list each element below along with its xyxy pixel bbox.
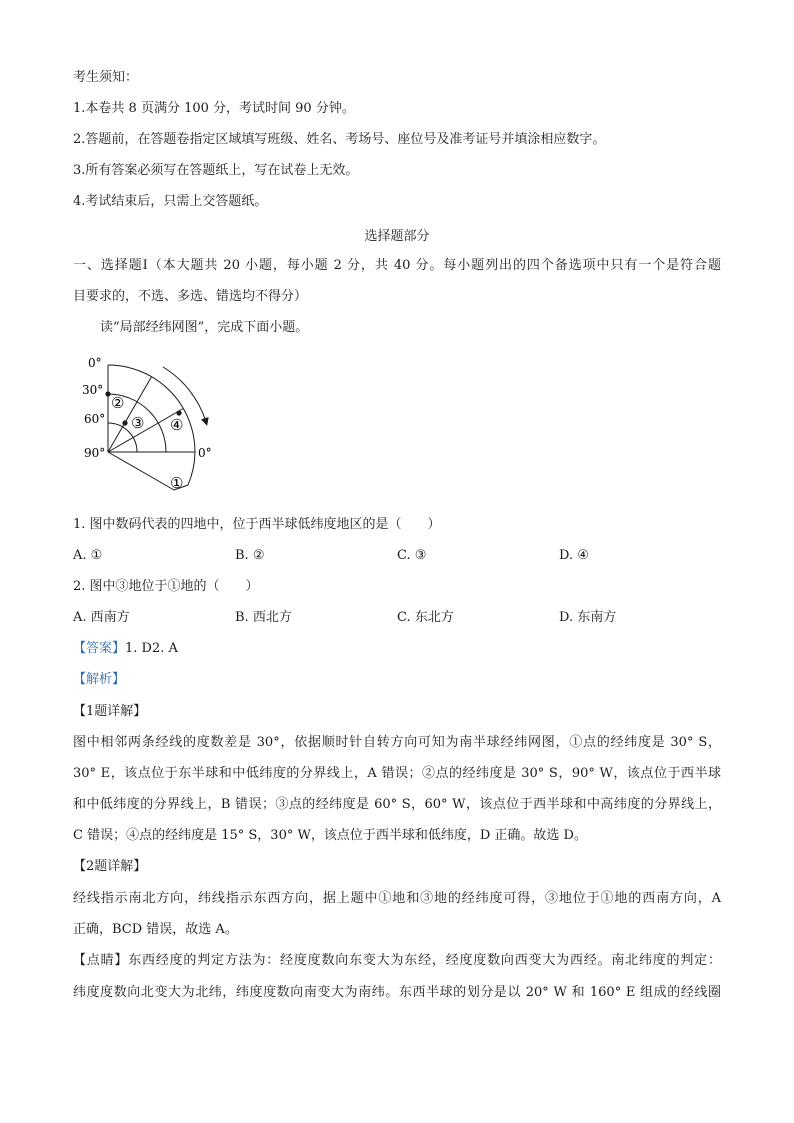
question-1-stem: 1. 图中数码代表的四地中，位于西半球低纬度地区的是（ ） — [73, 517, 441, 532]
lat-label-60: 60° — [84, 412, 106, 426]
detail1-tag: 【1题详解】 — [73, 704, 147, 719]
tip-line-2: 纬度度数向北变大为北纬，纬度度数向南变大为南纬。东西半球的划分是以 20° W 和 160° E 组成的经线圈 — [73, 985, 721, 1000]
rotation-arrow — [163, 367, 206, 422]
point-label-3: ③ — [131, 414, 145, 432]
outer-arc-extension — [188, 452, 195, 485]
point-dot-4 — [176, 410, 181, 415]
tip-text-1: 东西经度的判定方法为：经度度数向东变大为东经，经度度数向西变大为西经。南北纬度的判定： — [128, 953, 721, 968]
answer-text: 1. D2. A — [125, 641, 178, 656]
point-dot-2 — [105, 391, 110, 396]
lat-label-0: 0° — [88, 356, 102, 370]
tip-tag: 【点睛】 — [73, 953, 129, 968]
analysis-tag: 【解析】 — [73, 672, 126, 687]
detail1-line-1: 图中相邻两条经线的度数差是 30°，依据顺时针自转方向可知为南半球经纬网图，①点的经纬度是 30° S， — [73, 735, 721, 750]
point-label-1: ① — [170, 474, 184, 492]
detail1-line-4: C 错误；④点的经纬度是 15° S，30° W，该点位于西半球和低纬度，D 正确。故选 D。 — [73, 828, 587, 843]
graticule-figure — [80, 350, 220, 500]
point-label-4: ④ — [170, 416, 184, 434]
q2-option-d: D. 东南方 — [559, 610, 617, 625]
q1-option-d: D. ④ — [559, 548, 589, 563]
notice-item-1: 1.本卷共 8 页满分 100 分，考试时间 90 分钟。 — [73, 101, 355, 116]
detail2-line-2: 正确，BCD 错误，故选 A。 — [73, 922, 238, 937]
q1-option-b: B. ② — [235, 548, 265, 563]
q2-option-b: B. 西北方 — [235, 610, 292, 625]
section-title: 选择题部分 — [364, 229, 430, 244]
question-2-stem: 2. 图中③地位于①地的（ ） — [73, 579, 259, 594]
part1-intro: 读“局部经纬网图”，完成下面小题。 — [100, 320, 309, 335]
lat-label-90: 90° — [84, 446, 106, 460]
point-dot-3 — [122, 420, 127, 425]
detail1-line-3: 和中低纬度的分界线上，B 错误；③点的经纬度是 60° S，60° W，该点位于西半球和中高纬度的分界线上， — [73, 797, 721, 812]
q1-option-a: A. ① — [73, 548, 103, 563]
detail2-line-1: 经线指示南北方向，纬线指示东西方向，据上题中①地和③地的经纬度可得，③地位于①地的西南方向，A — [73, 891, 721, 906]
notice-item-4: 4.考试结束后，只需上交答题纸。 — [73, 194, 268, 209]
lon-label-0: 0° — [198, 446, 212, 460]
part1-heading-line1: 一、选择题Ⅰ（本大题共 20 小题，每小题 2 分，共 40 分。每小题列出的四个备选项中只有一个是符合题 — [73, 258, 721, 273]
lat-label-30: 30° — [82, 383, 104, 397]
meridian-extension — [108, 452, 174, 490]
part1-heading-line2: 目要求的，不选、多选、错选均不得分） — [73, 289, 308, 304]
meridian-30 — [108, 377, 152, 452]
q1-option-c: C. ③ — [397, 548, 427, 563]
detail1-line-2: 30° E，该点位于东半球和中低纬度的分界线上，A 错误；②点的经纬度是 30° S，90° W，该点位于西半球 — [73, 766, 721, 781]
notice-item-2: 2.答题前，在答题卷指定区域填写班级、姓名、考场号、座位号及准考证号并填涂相应数字。 — [73, 132, 606, 147]
q2-option-a: A. 西南方 — [73, 610, 130, 625]
point-label-2: ② — [111, 394, 125, 412]
tip-line-1 — [73, 952, 721, 970]
answer-tag: 【答案】 — [73, 641, 126, 656]
notice-item-3: 3.所有答案必须写在答题纸上，写在试卷上无效。 — [73, 163, 359, 178]
detail2-tag: 【2题详解】 — [73, 859, 147, 874]
notice-title: 考生须知： — [73, 70, 139, 85]
answer-line — [73, 640, 178, 658]
q2-option-c: C. 东北方 — [397, 610, 454, 625]
